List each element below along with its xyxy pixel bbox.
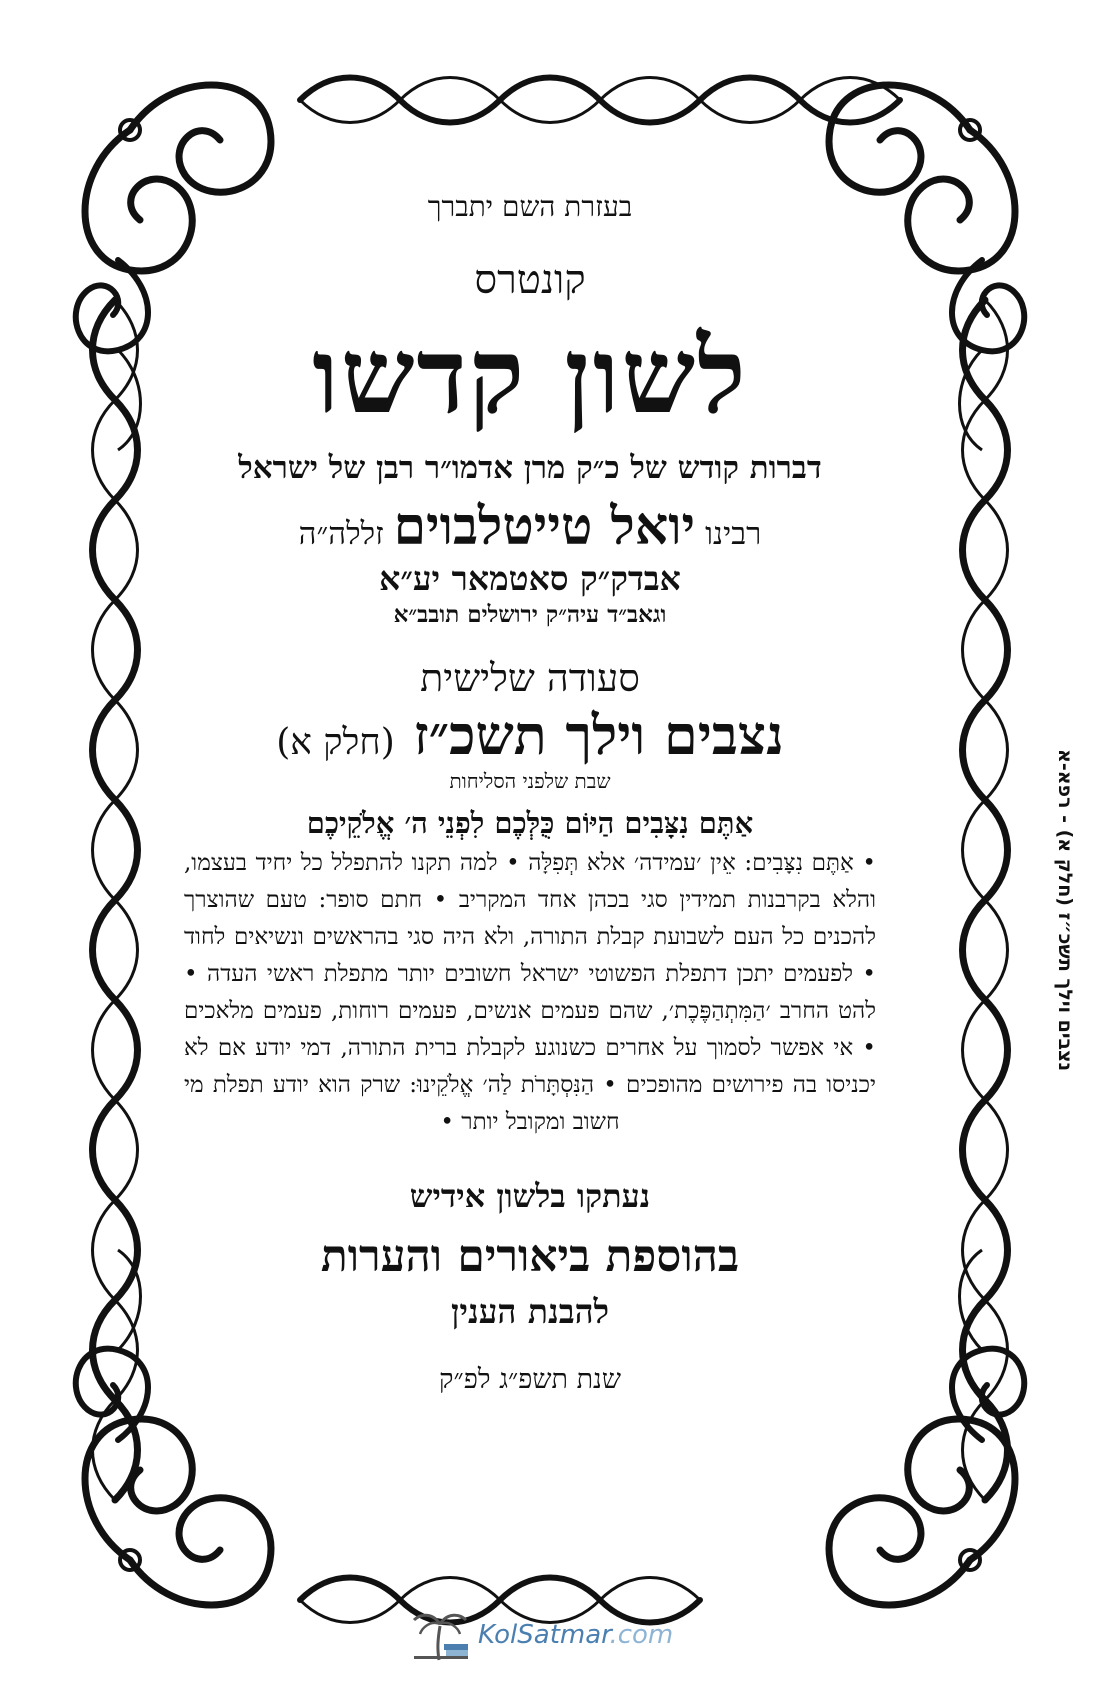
logo-text bbox=[478, 1620, 673, 1650]
kuntres-label: קונטרס bbox=[474, 257, 586, 303]
rebbe-subtitle: וגאב״ד עיה״ק ירושלים תובב״א bbox=[393, 601, 667, 629]
part-label: (חלק א) bbox=[276, 722, 395, 764]
verse-line: אַתֶּם נִצָּבִים הַיּוֹם כֻּלְּכֶם לִפְנֵי ה׳ אֱלֹקֵיכֶם bbox=[306, 806, 754, 841]
logo-domain: .com bbox=[609, 1620, 674, 1650]
clarify-line: להבנת הענין bbox=[450, 1292, 610, 1332]
seuda-label: סעודה שלישית bbox=[420, 656, 640, 701]
year-line: שנת תשפ״ג לפ״ק bbox=[439, 1364, 621, 1396]
parsha-line bbox=[180, 703, 880, 767]
summary-paragraph: • אַתֶּם נִצָּבִים: אֵין ׳עמידה׳ אלא תְּפִלָּה • למה תקנו להתפלל כל יחיד בעצמו, והלא בקרבנות תמידין סגי בכהן אחד המקריב • חתם סופר: טעם שהוצרך להכנים כל העם לשבועת קבלת התורה, ולא היה סגי בהראשים ונשיאים לחוד • לפעמים יתכן דתפלת הפשוטי ישראל חשובים יותר מתפלת ראשי העדה • להט החרב ׳הַמִּתְהַפֶּכֶת׳, שהם פעמים אנשים, פעמים רוחות, פעמים מלאכים • אי אפשר לסמוך על אחרים כשנוגע לקבלת ברית התורה, דמי יודע אם לא יכניסו בה פירושים מהופכים • הַנִּסְתָּרֹת לַה׳ אֱלֹקֵינוּ: שרק הוא יודע תפלת מי חשוב ומקובל יותר • bbox=[184, 850, 876, 1136]
parsha-name: נצבים וילך תשכ״ז bbox=[413, 703, 784, 768]
kolsatmar-logo[interactable] bbox=[410, 1606, 740, 1664]
palm-tree-books-icon bbox=[410, 1606, 472, 1662]
logo-name: KolSatmar bbox=[478, 1620, 610, 1650]
additions-line: בהוספת ביאורים והערות bbox=[320, 1231, 740, 1283]
divrei-line: דברות קודש של כ״ק מרן אדמו״ר רבן של ישראל bbox=[238, 450, 822, 487]
rebbe-suffix: זללה״ה bbox=[298, 516, 384, 553]
rebbe-line bbox=[180, 496, 880, 557]
title-page bbox=[180, 190, 880, 1520]
blessing-line: בעזרת השם יתברך bbox=[427, 190, 633, 223]
side-label: נצבים וילך תשכ״ז (חלק א) - רפא-א bbox=[1054, 748, 1076, 1072]
page-title: לשון קדשו bbox=[312, 314, 748, 437]
rebbe-title: אבדק״ק סאטמאר יע״א bbox=[379, 559, 681, 599]
rebbe-name: יואל טייטלבוים bbox=[393, 496, 696, 558]
shabbos-label: שבת שלפני הסליחות bbox=[449, 769, 611, 794]
rebbe-prefix: רבינו bbox=[705, 516, 762, 553]
translated-line: נעתקו בלשון אידיש bbox=[409, 1177, 651, 1216]
